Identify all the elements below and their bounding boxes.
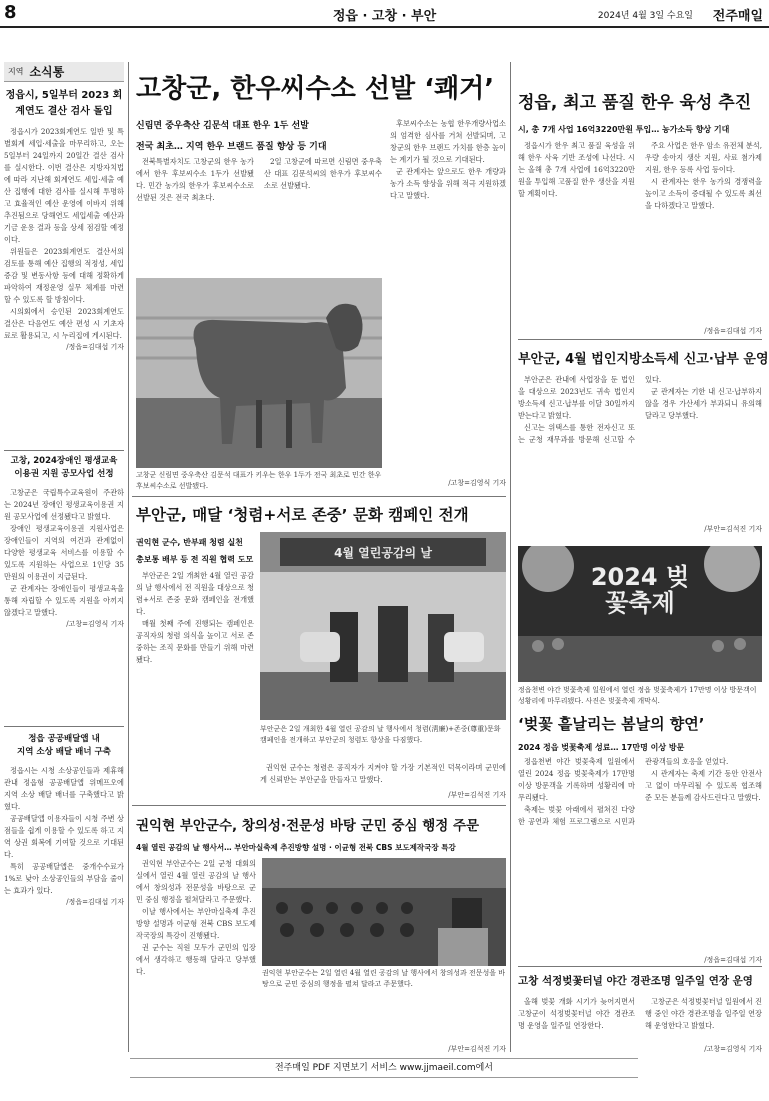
column-divider — [510, 62, 511, 1052]
paragraph: 군 관계자는 장애인들이 평생교육을 통해 자립할 수 있도록 지원을 아끼지 않겠다고 말했다. — [4, 584, 124, 617]
r1-headline: 정읍, 최고 품질 한우 육성 추진 — [518, 93, 752, 113]
festival-caption: 정읍천변 야간 벚꽃축제 일원에서 열린 정읍 벚꽃축제가 17만명 이상 방문객이 성황리에 마무리됐다. 사진은 벚꽃축제 개막식. — [518, 686, 757, 705]
paragraph: 축제는 벚꽃 아래에서 펼쳐진 다양한 공연과 체험 프로그램으로 시민과 관광객들의 호응을 얻었다. — [518, 757, 729, 826]
mid-body — [136, 570, 254, 802]
lead-body — [136, 156, 382, 276]
paragraph: 군 관계자는 기한 내 신고·납부하지 않을 경우 가산세가 부과되니 유의해 달라고 당부했다. — [645, 387, 762, 420]
tag-label: 소식통 — [29, 65, 65, 79]
lead-body-cont — [390, 118, 506, 438]
divider — [518, 966, 762, 967]
lead-subhead-1: 신림면 중우축산 김문석 대표 한우 1두 선발 — [136, 121, 309, 131]
meeting-image — [262, 858, 506, 966]
page-number: 8 — [4, 2, 17, 23]
byline: /고창=김영식 기자 — [448, 479, 506, 487]
tag-prefix: 지역 — [8, 67, 24, 76]
section-title: 정읍 · 고창 · 부안 — [332, 9, 437, 24]
byline: /고창=김영식 기자 — [66, 620, 124, 628]
byline: /부안=김석진 기자 — [448, 1045, 506, 1053]
mid-subhead-2: 총보통 배부 등 전 직원 협력 도모 — [136, 555, 254, 564]
paragraph: 올해 벚꽃 개화 시기가 늦어지면서 고창군이 석정벚꽃터널 야간 경관조명 운영을 일주일 연장한다. — [518, 997, 635, 1030]
paragraph: 시 관계자는 축제 기간 동안 안전사고 없이 마무리될 수 있도록 협조해 준 모든 분들께 감사드린다고 말했다. — [645, 769, 762, 802]
paragraph: 신고는 위택스를 통한 전자신고 또는 군청 재무과를 방문해 신고할 수 있다. — [518, 375, 662, 444]
divider — [4, 726, 124, 727]
paragraph: 고창군은 국립특수교육원이 주관하는 2024년 장애인 평생교육이용권 지원 공모사업에 선정됐다고 밝혔다. — [4, 488, 124, 521]
paragraph: 권익현 부안군수는 2일 군청 대회의실에서 열린 4월 열린 공감의 날 행사에서 창의성과 전문성을 바탕으로 군민 중심 행정을 펼쳐달라고 주문했다. — [136, 859, 256, 904]
lead-headline: 고창군, 한우씨수소 선발 ‘쾌거’ — [136, 74, 495, 104]
campaign-caption: 부안군은 2일 개최한 4월 열린 공감의 날 행사에서 청렴(淸廉)+존중(尊重)문화 캠페인을 전개하고 부안군의 청렴도 향상을 다짐했다. — [260, 725, 501, 744]
paragraph: 부안군은 2일 개최한 4월 열린 공감의 날 행사에서 전 직원을 대상으로 청렴+서로 존중 문화 캠페인을 전개했다. — [136, 571, 254, 616]
brief-1-body — [4, 126, 124, 342]
meeting-caption: 권익현 부안군수는 2일 열린 4월 열린 공감의 날 행사에서 창의성과 전문성을 바탕으로 군민 중심의 행정을 펼쳐 달라고 주문했다. — [262, 969, 506, 988]
page-header — [0, 0, 769, 28]
meeting-photo — [262, 858, 506, 966]
byline: /정읍=김대섭 기자 — [704, 956, 762, 964]
column-divider — [128, 62, 129, 1052]
lead-subhead-2: 전국 최초… 지역 한우 브랜드 품질 향상 등 기대 — [136, 142, 327, 152]
paragraph: 부안군은 관내에 사업장을 둔 법인을 대상으로 2023년도 귀속 법인지방소득세 신고·납부를 이달 30일까지 받는다고 밝혔다. — [518, 375, 635, 420]
divider — [518, 339, 762, 340]
paragraph: 2일 고창군에 따르면 신림면 중우축산 대표 김문석씨의 한우가 후보씨수소로 선발됐다. — [264, 157, 382, 190]
divider — [132, 805, 506, 806]
brief-2-title: 이용권 지원 공모사업 선정 — [14, 469, 114, 479]
mid-headline: 부안군, 매달 ‘청렴+서로 존중’ 문화 캠페인 전개 — [136, 506, 469, 524]
byline: /정읍=김대섭 기자 — [704, 327, 762, 335]
brief-2 — [4, 455, 124, 720]
r4-headline: 고창 석정벚꽃터널 야간 경관조명 일주일 연장 운영 — [518, 975, 753, 987]
r1-body — [518, 140, 762, 320]
brief-3 — [4, 733, 124, 1053]
paragraph: 권익현 군수는 청렴은 공직자가 지켜야 할 가장 기본적인 덕목이라며 군민에게 신뢰받는 부안군을 만들자고 말했다. — [260, 763, 506, 784]
brief-3-kicker: 정읍 공공배달앱 내 — [28, 734, 100, 744]
byline: /고창=김영식 기자 — [704, 1045, 762, 1053]
brief-2-kicker: 고창, 2024장애인 평생교육 — [10, 456, 118, 466]
paragraph: 전북특별자치도 고창군의 한우 농가에서 한우 후보씨수소 1두가 선발됐다. 민간 농가의 한우가 후보씨수소로 선발된 것은 전국 최초다. — [136, 157, 254, 202]
paragraph: 시의회에서 승인된 2023회계연도 결산은 다음연도 예산 편성 시 기초자료로 활용되고, 시 누리집에 게시된다. — [4, 307, 124, 340]
mid-subhead-1: 권익현 군수, 반부패 청렴 실천 — [136, 538, 243, 547]
festival-banner-text: 2024 벚꽃축제 — [590, 563, 690, 617]
low-headline: 권익현 부안군수, 창의성·전문성 바탕 군민 중심 행정 주문 — [136, 818, 480, 834]
paragraph: 장애인 평생교육이용권 지원사업은 장애인들이 지역의 여건과 관계없이 다양한 평생교육 서비스를 이용할 수 있도록 지원하는 사업으로 1인당 35만원의 이용권이 지급된다. — [4, 524, 124, 581]
divider — [4, 450, 124, 451]
masthead-logo: 전주매일 — [712, 9, 763, 24]
paragraph: 공공배달앱 이용자들이 시청 주변 상점들을 쉽게 이용할 수 있도록 하고 지역 상권 회복에 기여할 것으로 기대된다. — [4, 814, 124, 859]
r3-headline: ‘벚꽃 흩날리는 봄날의 향연’ — [518, 715, 705, 733]
paragraph: 특히 공공배달앱은 중개수수료가 1%로 낮아 소상공인들의 부담을 줄이는 효과가 있다. — [4, 862, 124, 895]
campaign-photo — [260, 532, 506, 720]
paragraph: 정읍천변 야간 벚꽃축제 일원에서 열린 2024 정읍 벚꽃축제가 17만명 이상 방문객을 기록하며 성황리에 마무리됐다. — [518, 757, 635, 802]
campaign-sign-text: 4월 열린공감의 날 — [334, 546, 432, 560]
r2-headline: 부안군, 4월 법인지방소득세 신고·납부 운영 — [518, 352, 769, 367]
byline: /부안=김석진 기자 — [448, 791, 506, 799]
paragraph: 후보씨수소는 농협 한우개량사업소의 엄격한 심사를 거쳐 선발되며, 고창군의 한우 브랜드 가치를 한층 높이는 계기가 될 것으로 기대된다. — [390, 119, 506, 164]
byline: /정읍=김대섭 기자 — [66, 898, 124, 906]
paragraph: 주요 사업은 한우 암소 유전체 분석, 우량 송아지 생산 지원, 사료 첨가제 지원, 한우 등록 사업 등이다. — [645, 141, 762, 174]
divider — [132, 496, 506, 497]
byline: /정읍=김대섭 기자 — [66, 343, 124, 351]
brief-2-body — [4, 487, 124, 619]
r2-body — [518, 374, 762, 524]
paragraph: 고창군은 석정벚꽃터널 일원에서 진행 중인 야간 경관조명을 일주일 연장해 운영한다고 밝혔다. — [645, 997, 762, 1030]
mid-body-cont — [260, 762, 506, 788]
r3-subhead: 2024 정읍 벚꽃축제 성료… 17만명 이상 방문 — [518, 743, 685, 752]
local-news-tag — [4, 62, 124, 82]
pdf-service-footer[interactable]: 전주매일 PDF 지면보기 서비스 www.jjmaeil.com에서 — [130, 1058, 638, 1078]
paragraph: 정읍시는 시청 소상공인들과 제휴해 관내 정읍형 공공배달앱 위메프오에 지역 소상 배달 배너를 구축했다고 밝혔다. — [4, 766, 124, 811]
paragraph: 군 관계자는 앞으로도 한우 개량과 농가 소득 향상을 위해 적극 지원하겠다고 말했다. — [390, 167, 506, 200]
brief-1-title: 정읍시, 5일부터 2023 회계연도 결산 검사 돌입 — [5, 90, 123, 117]
paragraph: 위원들은 2023회계연도 결산서의 검토를 통해 예산 집행의 적정성, 세입증감 및 변동사항 등에 대해 정확하게 파악하여 재정운영 실무 체계를 마련할 수 있도록 할 방침이다. — [4, 247, 124, 304]
festival-photo — [518, 546, 762, 682]
paragraph: 이날 행사에서는 부안마실축제 추진방향 설명과 이균형 전북 CBS 보도제작국장의 특강이 진행됐다. — [136, 907, 256, 940]
paragraph: 매월 첫째 주에 진행되는 캠페인은 공직자의 청렴 의식을 높이고 서로 존중하는 조직 문화를 만들기 위해 마련됐다. — [136, 619, 254, 664]
r4-body — [518, 996, 762, 1044]
low-body — [136, 858, 256, 1054]
r1-subhead: 시, 총 7개 사업 16억3220만원 투입… 농가소득 향상 기대 — [518, 125, 730, 134]
paragraph: 정읍시가 한우 최고 품질 육성을 위해 한우 사육 기반 조성에 나선다. 시는 올해 총 7개 사업에 16억3220만원을 투입해 고품질 한우 생산을 지원할 계획이다. — [518, 141, 635, 198]
low-subhead: 4월 열린 공감의 날 행사서… 부안마실축제 추진방향 설명 · 이균형 전북 CBS 보도제작국장 특강 — [136, 843, 456, 852]
brief-3-body — [4, 765, 124, 897]
lead-photo-caption: 고창군 신림면 중우축산 김문석 대표가 키우는 한우 1두가 전국 최초로 민간 한우 후보씨수소로 선발됐다. — [136, 471, 382, 490]
r3-body — [518, 756, 762, 952]
paragraph: 시 관계자는 한우 농가의 경쟁력을 높이고 소득이 증대될 수 있도록 최선을 다하겠다고 말했다. — [645, 177, 762, 210]
paragraph: 정읍시가 2023회계연도 일반 및 특별회계 세입·세출을 마무리하고, 오는 5일부터 24일까지 20일간 결산 검사를 실시한다. 이번 결산은 지방자치법에 따라 지난해 회계연도 세입·세출 예산 집행에 대한 검사를 실시해 투명하고 효율적인 예산 운영에 이바지 위해 추진됨으로 당해연도 세입세출 예산과 기금 운용 결과 등을 상세 점검할 예정이다. — [4, 127, 124, 244]
brief-3-title: 지역 소상 배달 배너 구축 — [17, 747, 111, 757]
issue-date: 2024년 4월 3일 수요일 — [597, 11, 693, 21]
paragraph: 권 군수는 직원 모두가 군민의 입장에서 생각하고 행동해 달라고 당부했다. — [136, 943, 256, 976]
bull-photo — [136, 278, 382, 468]
bull-image — [136, 278, 382, 468]
byline: /부안=김석진 기자 — [704, 525, 762, 533]
